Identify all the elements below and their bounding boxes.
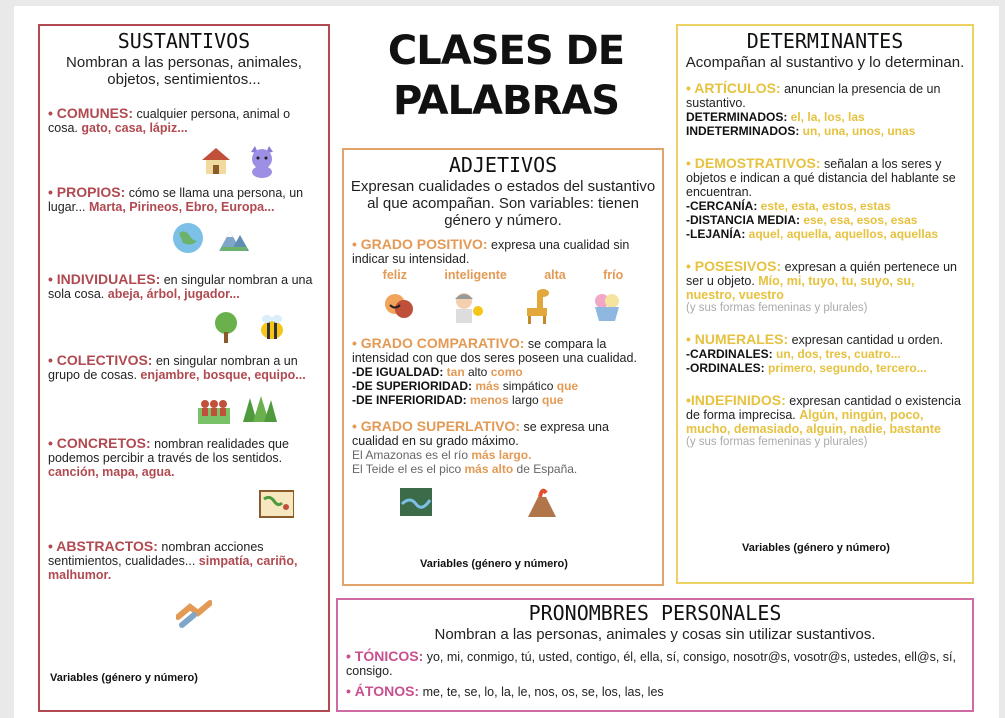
adjetivos-variables: Variables (género y número)	[420, 558, 568, 570]
happy-faces-icon	[381, 288, 417, 324]
sustantivos-variables: Variables (género y número)	[50, 672, 198, 684]
globe-icon	[170, 220, 206, 256]
pronombres-tonicos: • TÓNICOS: yo, mi, conmigo, tú, usted, contigo, él, ella, sí, consigo, nosotr@s, vosotr@s, ustedes, ell@s, sí, consigo.	[346, 648, 956, 678]
pronombres-box	[336, 598, 974, 712]
word-frio: frío	[603, 268, 624, 282]
determinantes-intro: Acompañan al sustantivo y lo determinan.	[685, 54, 965, 71]
grado-superlativo: • GRADO SUPERLATIVO: se expresa una cualidad en su grado máximo.	[352, 418, 609, 448]
grado-comparativo: • GRADO COMPARATIVO: se compara la intensidad con que dos seres poseen una cualidad.	[352, 335, 637, 365]
ice-cream-icon	[589, 288, 625, 324]
item-abstractos: • ABSTRACTOS: nombran acciones sentimientos, cualidades... simpatía, cariño, malhumor.	[48, 538, 298, 582]
pronombres-intro: Nombran a las personas, animales y cosas sin utilizar sustantivos.	[434, 626, 876, 643]
main-title: CLASES DE PALABRAS	[387, 28, 625, 124]
pronombres-atonos: • ÁTONOS: me, te, se, lo, la, le, nos, os, se, los, las, les	[346, 683, 664, 699]
cat-icon	[244, 143, 280, 179]
item-comunes: • COMUNES: cualquier persona, animal o cosa. gato, casa, lápiz...	[48, 105, 291, 135]
determinantes-box	[676, 24, 974, 584]
det-numerales: • NUMERALES: expresan cantidad u orden.	[686, 331, 944, 347]
forest-icon	[242, 392, 278, 428]
volcano-icon	[524, 484, 560, 520]
det-articulos: • ARTÍCULOS: anuncian la presencia de un sustantivo.	[686, 80, 941, 110]
adjetivos-title: ADJETIVOS	[448, 153, 558, 177]
amazon-map-icon	[398, 484, 434, 520]
item-propios: • PROPIOS: cómo se llama una persona, un lugar... Marta, Pirineos, Ebro, Europa...	[48, 184, 304, 214]
superlativo-ejemplo-2: El Teide el es el pico más alto de España.	[352, 462, 578, 476]
posesivos-note: (y sus formas femeninas y plurales)	[686, 302, 868, 314]
comparativo-inferioridad: -DE INFERIORIDAD: menos largo que	[352, 393, 564, 407]
demostrativos-cercania: -CERCANÍA: este, esta, estos, estas	[686, 199, 891, 213]
map-icon	[258, 485, 294, 521]
item-individuales: • INDIVIDUALES: en singular nombran a una sola cosa. abeja, árbol, jugador...	[48, 271, 313, 301]
pronombres-title: PRONOMBRES PERSONALES	[528, 601, 782, 625]
articulos-determinados: DETERMINADOS: el, la, los, las	[686, 110, 865, 124]
demostrativos-distancia-media: -DISTANCIA MEDIA: ese, esa, esos, esas	[686, 213, 918, 227]
word-inteligente: inteligente	[444, 268, 507, 282]
comparativo-superioridad: -DE SUPERIORIDAD: más simpático que	[352, 379, 579, 393]
adjetivos-box	[342, 148, 664, 586]
grado-positivo: • GRADO POSITIVO: expresa una cualidad sin indicar su intensidad.	[352, 236, 630, 266]
superlativo-ejemplo-1: El Amazonas es el río más largo.	[352, 448, 532, 462]
positivo-words	[364, 268, 642, 282]
handshake-icon	[176, 596, 212, 632]
adjetivos-intro: Expresan cualidades o estados del sustantivo al que acompañan. Son variables: tienen género y número.	[350, 178, 656, 229]
determinantes-variables: Variables (género y número)	[742, 542, 890, 554]
bee-icon	[254, 309, 290, 345]
tree-icon	[208, 309, 244, 345]
det-indefinidos: •INDEFINIDOS: expresan cantidad o existencia de forma imprecisa. Algún, ningún, poco, mucho, demasiado, alguin, nadie, bastante	[686, 392, 961, 436]
demostrativos-lejania: -LEJANÍA: aquel, aquella, aquellos, aquellas	[686, 227, 939, 241]
det-demostrativos: • DEMOSTRATIVOS: señalan a los seres y objetos e indican a qué distancia del hablante se encuentran.	[686, 155, 956, 199]
team-icon	[196, 392, 232, 428]
numerales-cardinales: -CARDINALES: un, dos, tres, cuatro...	[686, 347, 901, 361]
scientist-icon	[450, 288, 486, 324]
house-icon	[198, 143, 234, 179]
determinantes-title: DETERMINANTES	[746, 29, 904, 53]
giraffe-icon	[520, 288, 556, 324]
sustantivos-title: SUSTANTIVOS	[117, 29, 251, 53]
numerales-ordinales: -ORDINALES: primero, segundo, tercero...	[686, 361, 927, 375]
sustantivos-intro: Nombran a las personas, animales, objetos, sentimientos...	[66, 54, 302, 88]
word-alta: alta	[544, 268, 566, 282]
articulos-indeterminados: INDETERMINADOS: un, una, unos, unas	[686, 124, 916, 138]
det-posesivos: • POSESIVOS: expresan a quién pertenece un ser u objeto. Mío, mi, tuyo, tu, suyo, su, nuestro, vuestro	[686, 258, 957, 302]
mountain-icon	[216, 220, 252, 256]
item-concretos: • CONCRETOS: nombran realidades que podemos percibir a través de los sentidos. canción, mapa, agua.	[48, 435, 289, 479]
sustantivos-box	[38, 24, 330, 712]
indefinidos-note: (y sus formas femeninas y plurales)	[686, 436, 868, 448]
item-colectivos: • COLECTIVOS: en singular nombran a un grupo de cosas. enjambre, bosque, equipo...	[48, 352, 306, 382]
word-feliz: feliz	[382, 268, 407, 282]
comparativo-igualdad: -DE IGUALDAD: tan alto como	[352, 365, 523, 379]
